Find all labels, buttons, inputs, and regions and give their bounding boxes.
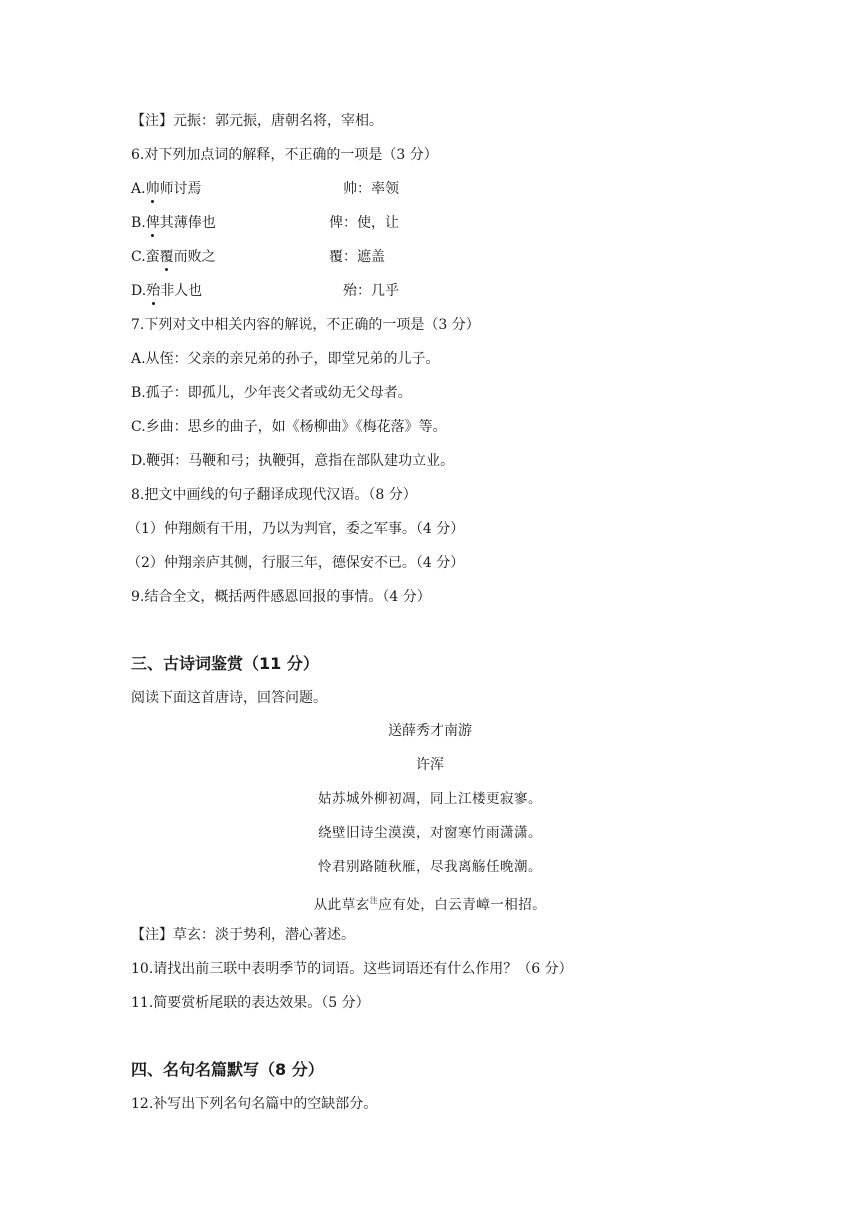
q7-option-d: D.鞭弭：马鞭和弓；执鞭弭，意指在部队建功立业。 xyxy=(131,453,455,469)
poem-line-4 xyxy=(0,891,860,915)
question-6-stem: 6.对下列加点词的解释，不正确的一项是（3 分） xyxy=(131,147,438,163)
question-11: 11.简要赏析尾联的表达效果。（5 分） xyxy=(131,995,370,1011)
option-rest: 非人也 xyxy=(160,283,203,299)
q7-option-c: C.乡曲：思乡的曲子，如《杨柳曲》《梅花落》等。 xyxy=(131,419,447,435)
note-yuanzhen: 【注】元振：郭元振，唐朝名将，宰相。 xyxy=(131,113,383,129)
q7-option-b: B.孤子：即孤儿，少年丧父者或幼无父母者。 xyxy=(131,385,412,401)
poem-line-3: 怜君别路随秋雁，尽我离觞任晚潮。 xyxy=(318,859,542,875)
q6-gloss-b: 俾：使，让 xyxy=(329,215,399,231)
poem-line-4-start: 从此草玄 xyxy=(313,897,370,913)
poem-title: 送薛秀才南游 xyxy=(388,723,472,739)
dotted-word: 覆 xyxy=(159,249,174,265)
poem-line-4-end: 应有处，白云青嶂一相招。 xyxy=(378,897,547,913)
q6-option-d xyxy=(131,281,202,301)
option-prefix: B. xyxy=(131,215,146,231)
note-caoxuan: 【注】草玄：淡于势利，潜心著述。 xyxy=(131,927,355,943)
q6-option-b xyxy=(131,213,216,233)
dotted-word: 帅 xyxy=(145,181,160,197)
dotted-word: 殆 xyxy=(146,283,161,299)
option-rest: 其薄俸也 xyxy=(159,215,216,231)
poem-line-1: 姑苏城外柳初凋，同上江楼更寂寥。 xyxy=(318,791,542,807)
q8-part-2: （2）仲翔亲庐其侧，行服三年，德保安不已。（4 分） xyxy=(127,555,465,571)
poem-line-2: 绕壁旧诗尘漠漠，对窗寒竹雨潇潇。 xyxy=(318,825,542,841)
q6-option-c xyxy=(131,247,216,267)
q6-gloss-d: 殆：几乎 xyxy=(343,283,399,299)
section-4-heading: 四、名句名篇默写（8 分） xyxy=(131,1060,324,1079)
note-marker: 注 xyxy=(369,896,379,905)
poem-author: 许浑 xyxy=(416,757,444,773)
question-9: 9.结合全文，概括两件感恩回报的事情。（4 分） xyxy=(131,589,431,605)
option-rest: 而败之 xyxy=(173,249,216,265)
option-rest: 师讨焉 xyxy=(159,181,202,197)
q6-gloss-a: 帅：率领 xyxy=(343,181,399,197)
question-7-stem: 7.下列对文中相关内容的解说，不正确的一项是（3 分） xyxy=(131,317,480,333)
dotted-word: 俾 xyxy=(145,215,160,231)
q8-part-1: （1）仲翔颇有干用，乃以为判官，委之军事。（4 分） xyxy=(127,521,465,537)
section-3-heading: 三、古诗词鉴赏（11 分） xyxy=(131,654,319,673)
section-3-intro: 阅读下面这首唐诗，回答问题。 xyxy=(131,690,327,706)
question-12: 12.补写出下列名句名篇中的空缺部分。 xyxy=(131,1096,378,1112)
question-10: 10.请找出前三联中表明季节的词语。这些词语还有什么作用？（6 分） xyxy=(131,961,573,977)
option-prefix: C.蛮 xyxy=(131,249,160,265)
q6-gloss-c: 覆：遮盖 xyxy=(329,249,385,265)
q7-option-a: A.从侄：父亲的亲兄弟的孙子，即堂兄弟的儿子。 xyxy=(131,351,440,367)
option-prefix: A. xyxy=(131,181,146,197)
option-prefix: D. xyxy=(131,283,147,299)
q6-option-a xyxy=(131,179,202,199)
question-8-stem: 8.把文中画线的句子翻译成现代汉语。（8 分） xyxy=(131,487,417,503)
